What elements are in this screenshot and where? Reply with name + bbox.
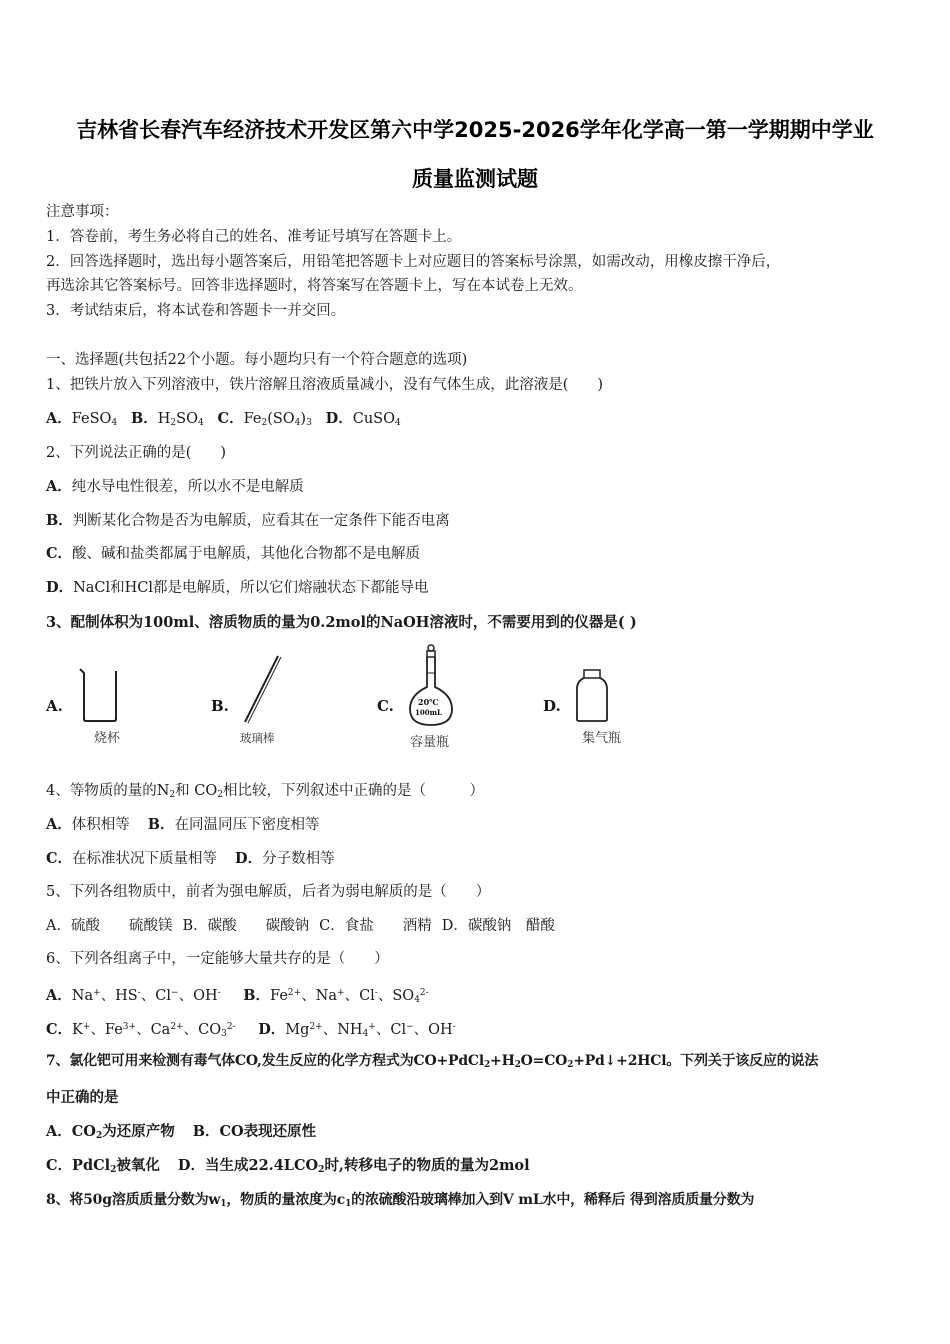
q1-option-d: CuSO bbox=[352, 411, 395, 427]
question-5-options bbox=[46, 916, 555, 936]
q1-b-sub1: 2 bbox=[170, 418, 177, 428]
q6-d4s: - bbox=[452, 1022, 456, 1032]
q6-d-label: D． bbox=[258, 1021, 286, 1038]
q2-a-label: A． bbox=[46, 478, 72, 495]
q4-d-text: 分子数相等 bbox=[262, 851, 335, 867]
q6-d3: 、Cl bbox=[375, 1022, 407, 1038]
question-2-stem: 2、下列说法正确的是( ) bbox=[46, 445, 227, 461]
q5-c-text: C．食盐 酒精 bbox=[319, 918, 432, 934]
question-1-stem: 1、把铁片放入下列溶液中，铁片溶解且溶液质量减小，没有气体生成，此溶液是( ) bbox=[46, 377, 604, 393]
q6-d2: 、NH bbox=[322, 1022, 363, 1038]
q6-b-label: B． bbox=[243, 987, 271, 1004]
q6-d2s: + bbox=[368, 1022, 376, 1032]
q6-a1s: + bbox=[93, 988, 101, 998]
q6-a4: 、OH bbox=[178, 988, 218, 1004]
q3-gas-jar-caption: 集气瓶 bbox=[582, 731, 622, 746]
flask-temp-label: 20℃ bbox=[418, 697, 439, 707]
q7-a-sub: 2 bbox=[95, 1131, 103, 1141]
q2-c-label: C． bbox=[46, 545, 73, 562]
q1-option-c-label: C． bbox=[217, 410, 244, 427]
q1-option-b-label: B． bbox=[131, 410, 158, 427]
q6-a3s: − bbox=[171, 988, 179, 998]
q7-s2: 2 bbox=[514, 1060, 521, 1070]
q6-a3: 、Cl bbox=[140, 988, 172, 1004]
q7-b-text: CO表现还原性 bbox=[219, 1123, 317, 1140]
notice-heading: 注意事项： bbox=[46, 204, 119, 220]
q4-stem-3: 相比较，下列叙述中正确的是（ ） bbox=[222, 783, 484, 799]
question-6-stem: 6、下列各组离子中，一定能够大量共存的是（ ） bbox=[46, 951, 389, 967]
q6-c-label: C． bbox=[46, 1021, 73, 1038]
q6-a4s: - bbox=[217, 988, 221, 998]
q2-d-label: D． bbox=[46, 579, 74, 596]
q3-option-c-label: C. bbox=[377, 697, 394, 715]
q3-option-b-label: B. bbox=[211, 697, 229, 715]
q6-b2s: + bbox=[337, 988, 345, 998]
q2-c-text: 酸、碱和盐类都属于电解质，其他化合物都不是电解质 bbox=[72, 546, 421, 562]
q1-b-text2: SO bbox=[176, 411, 198, 427]
q7-c1: PdCl bbox=[72, 1157, 111, 1174]
q5-a-text: A．硫酸 硫酸镁 bbox=[46, 918, 173, 934]
q8-stem-1: 8、将50g溶质质量分数为w bbox=[46, 1192, 221, 1208]
q6-c1: K bbox=[72, 1022, 83, 1038]
q6-a2: 、HS bbox=[100, 988, 138, 1004]
q1-d-sub: 4 bbox=[394, 418, 401, 428]
q5-d-text: D．碳酸钠 醋酸 bbox=[441, 918, 555, 934]
q1-c-sub2: 4 bbox=[294, 418, 301, 428]
q7-a-label: A． bbox=[46, 1123, 72, 1140]
q2-a-text: 纯水导电性很差，所以水不是电解质 bbox=[71, 479, 304, 495]
q4-stem-2: 和 CO bbox=[175, 783, 218, 799]
q6-b3s: - bbox=[374, 988, 378, 998]
question-4-options-ab bbox=[46, 815, 320, 835]
q7-d-label: D． bbox=[177, 1157, 205, 1174]
q6-c4: 、CO bbox=[183, 1022, 222, 1038]
q6-b4s: 2- bbox=[419, 988, 429, 998]
q7-c-label: C． bbox=[46, 1157, 73, 1174]
q6-c4s: 2- bbox=[226, 1022, 236, 1032]
q1-option-c: Fe bbox=[243, 411, 262, 427]
q6-d1: Mg bbox=[285, 1022, 310, 1038]
section-heading: 一、选择题(共包括22个小题。每小题均只有一个符合题意的选项) bbox=[46, 352, 468, 368]
q8-stem-2: ，物质的量浓度为c bbox=[226, 1192, 346, 1208]
notice-item-2b: 再选涂其它答案标号。回答非选择题时，将答案写在答题卡上，写在本试卷上无效。 bbox=[46, 278, 583, 294]
q3-glass-rod-caption: 玻璃棒 bbox=[240, 731, 275, 745]
q1-c-sub3: 3 bbox=[306, 418, 312, 428]
question-2-option-d bbox=[46, 578, 429, 598]
notice-item-3: 3．考试结束后，将本试卷和答题卡一并交回。 bbox=[46, 303, 346, 319]
q5-b-text: B．碳酸 碳酸钠 bbox=[182, 918, 310, 934]
q6-b2: 、Na bbox=[301, 988, 338, 1004]
question-1-options bbox=[46, 409, 401, 433]
q7-a2: 为还原产物 bbox=[102, 1123, 175, 1140]
q4-a-label: A． bbox=[46, 816, 72, 833]
notice-item-2a: 2．回答选择题时，选出每小题答案后，用铅笔把答题卡上对应题目的答案标号涂黑，如需改动，用橡皮擦干净后， bbox=[46, 254, 781, 270]
q1-option-b: H bbox=[157, 411, 171, 427]
q6-b1: Fe bbox=[270, 988, 288, 1004]
notice-item-1: 1．答卷前，考生务必将自己的姓名、准考证号填写在答题卡上。 bbox=[46, 229, 462, 245]
beaker-icon bbox=[78, 667, 122, 723]
q7-stem-2: +H bbox=[490, 1053, 515, 1069]
q2-b-label: B． bbox=[46, 512, 73, 529]
q6-b3: 、Cl bbox=[344, 988, 375, 1004]
q6-a1: Na bbox=[71, 988, 94, 1004]
q4-stem-1: 4、等物质的量的N bbox=[46, 783, 170, 799]
q3-option-d-label: D. bbox=[543, 697, 561, 715]
q1-a-sub: 4 bbox=[111, 418, 118, 428]
question-7-options-ab bbox=[46, 1122, 316, 1146]
question-7-stem bbox=[46, 1051, 818, 1075]
q6-c2s: 3+ bbox=[122, 1022, 137, 1032]
q7-b-label: B． bbox=[192, 1123, 220, 1140]
q1-c-text2: (SO bbox=[267, 411, 295, 427]
gas-jar-icon bbox=[575, 667, 609, 723]
q4-a-text: 体积相等 bbox=[71, 817, 130, 833]
question-2-option-c bbox=[46, 544, 420, 564]
q6-d2sub: 4 bbox=[362, 1029, 369, 1039]
q4-b-text: 在同温同压下密度相等 bbox=[174, 817, 320, 833]
q6-d4: 、OH bbox=[413, 1022, 453, 1038]
page-title-line1: 吉林省长春汽车经济技术开发区第六中学2025-2026学年化学高一第一学期期中学业 bbox=[76, 118, 874, 142]
q6-a-label: A． bbox=[46, 987, 72, 1004]
q4-c-label: C． bbox=[46, 850, 73, 867]
question-7-options-cd bbox=[46, 1156, 530, 1180]
q6-c4sub: 3 bbox=[221, 1029, 227, 1039]
q4-c-text: 在标准状况下质量相等 bbox=[72, 851, 218, 867]
q4-d-label: D． bbox=[235, 850, 263, 867]
q6-d3s: − bbox=[406, 1022, 414, 1032]
q4-sub-1: 2 bbox=[169, 790, 176, 800]
q7-c2: 被氧化 bbox=[116, 1157, 160, 1174]
q6-c3: 、Ca bbox=[136, 1022, 171, 1038]
question-4-stem bbox=[46, 781, 484, 805]
q7-d-sub: 2 bbox=[318, 1165, 325, 1175]
q3-option-a-label: A. bbox=[46, 697, 63, 715]
q3-beaker-caption: 烧杯 bbox=[94, 731, 121, 746]
question-4-options-cd bbox=[46, 849, 335, 869]
q6-a2s: - bbox=[137, 988, 141, 998]
q6-b1s: 2+ bbox=[287, 988, 302, 998]
page-title-line2: 质量监测试题 bbox=[412, 167, 538, 191]
q7-d1: 当生成22.4LCO bbox=[204, 1157, 319, 1174]
q1-option-a: FeSO bbox=[71, 411, 112, 427]
q7-s3: 2 bbox=[567, 1060, 574, 1070]
question-6-options-cd bbox=[46, 1017, 456, 1044]
q1-b-sub2: 4 bbox=[197, 418, 204, 428]
q6-c1s: + bbox=[82, 1022, 91, 1032]
question-5-stem: 5、下列各组物质中，前者为强电解质，后者为弱电解质的是（ ） bbox=[46, 884, 491, 900]
question-7-stem-line2: 中正确的是 bbox=[46, 1089, 119, 1106]
q7-c-sub: 2 bbox=[110, 1165, 117, 1175]
q8-stem-3: 的浓硫酸沿玻璃棒加入到V mL水中，稀释后 得到溶质质量分数为 bbox=[351, 1192, 755, 1208]
q7-s1: 2 bbox=[483, 1060, 491, 1070]
q1-option-d-label: D． bbox=[325, 410, 353, 427]
question-2-option-b bbox=[46, 511, 450, 531]
q6-c3s: 2+ bbox=[170, 1022, 184, 1032]
q7-a1: CO bbox=[71, 1123, 96, 1140]
q6-b4: 、SO bbox=[377, 988, 415, 1004]
q6-c2: 、Fe bbox=[90, 1022, 123, 1038]
question-6-options-ab bbox=[46, 983, 429, 1010]
q2-d-text: NaCl和HCl都是电解质，所以它们熔融状态下都能导电 bbox=[73, 580, 429, 596]
question-2-option-a bbox=[46, 477, 304, 497]
question-8-stem bbox=[46, 1190, 754, 1214]
q7-stem-1: 7、氯化钯可用来检测有毒气体CO,发生反应的化学方程式为CO+PdCl bbox=[46, 1053, 484, 1069]
q8-s2: 1 bbox=[345, 1199, 352, 1209]
q1-option-a-label: A． bbox=[46, 410, 72, 427]
q4-b-label: B． bbox=[147, 816, 175, 833]
question-3-stem: 3、配制体积为100ml、溶质物质的量为0.2mol的NaOH溶液时，不需要用到的仪器是( ) bbox=[46, 614, 637, 631]
flask-volume-label: 100mL bbox=[415, 708, 442, 717]
q3-volumetric-flask-caption: 容量瓶 bbox=[410, 735, 450, 750]
q4-sub-2: 2 bbox=[217, 790, 223, 800]
glass-rod-icon bbox=[240, 653, 282, 725]
q7-stem-4: +Pd↓+2HCl。下列关于该反应的说法 bbox=[573, 1053, 819, 1069]
q6-b4sub: 4 bbox=[414, 995, 420, 1005]
q1-c-text3: ) bbox=[300, 411, 307, 427]
q7-d2: 时,转移电子的物质的量为2mol bbox=[324, 1157, 530, 1174]
q7-stem-3: O=CO bbox=[520, 1053, 568, 1069]
q8-s1: 1 bbox=[220, 1199, 227, 1209]
q1-c-sub1: 2 bbox=[261, 418, 268, 428]
q2-b-text: 判断某化合物是否为电解质，应看其在一定条件下能否电离 bbox=[72, 513, 450, 529]
q6-d1s: 2+ bbox=[309, 1022, 323, 1032]
